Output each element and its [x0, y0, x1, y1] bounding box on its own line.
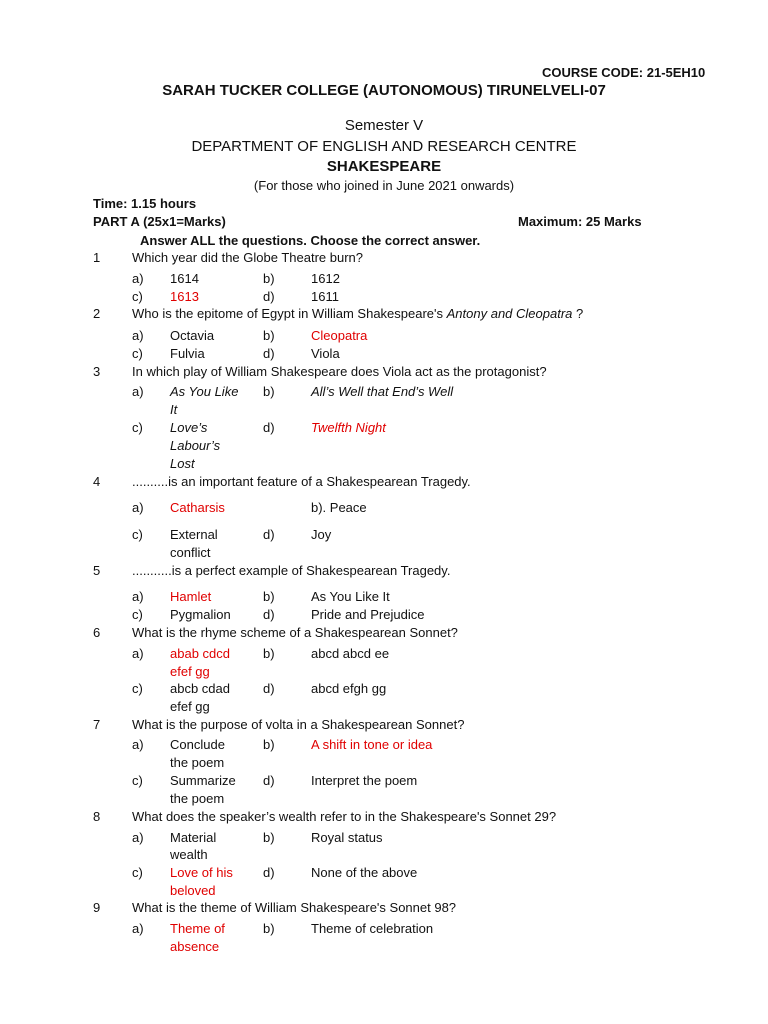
semester: Semester V [344, 117, 424, 134]
option-b-label: b) [263, 737, 275, 752]
option-c-line-1: Love’s [170, 420, 208, 435]
option-c-label: c) [132, 607, 143, 622]
option-a-correct-line-2: absence [170, 939, 220, 954]
option-c-line-1: abcb cdad [170, 681, 230, 696]
option-b: b). Peace [311, 500, 367, 515]
option-a-line-2: wealth [170, 847, 208, 862]
option-c: Pygmalion [170, 607, 231, 622]
option-b-label: b) [263, 589, 275, 604]
question-text-post: ? [572, 306, 584, 321]
college-name: SARAH TUCKER COLLEGE (AUTONOMOUS) TIRUNELVELI-07 [162, 82, 606, 99]
option-b: abcd abcd ee [311, 646, 390, 661]
option-c-label: c) [132, 527, 143, 542]
option-a-line-2: the poem [170, 755, 225, 770]
option-c-line-2: the poem [170, 791, 225, 806]
option-c-label: c) [132, 681, 143, 696]
course-code: COURSE CODE: 21-5EH10 [542, 65, 706, 80]
option-c-label: c) [132, 865, 143, 880]
option-c-label: c) [132, 346, 143, 361]
part-label: PART A (25x1=Marks) [93, 214, 226, 229]
option-d-label: d) [263, 289, 275, 304]
option-a-label: a) [132, 830, 144, 845]
question-text: What is the theme of William Shakespeare's Sonnet 98? [132, 900, 457, 915]
option-b-label: b) [263, 328, 275, 343]
question-text: ...........is a perfect example of Shakespearean Tragedy. [132, 563, 451, 578]
option-a-label: a) [132, 737, 144, 752]
option-c-correct-line-1: Love of his [170, 865, 233, 880]
option-a-label: a) [132, 589, 144, 604]
option-c-line-1: External [170, 527, 218, 542]
question-text: ..........is an important feature of a Shakespearean Tragedy. [132, 474, 471, 489]
subject-title: SHAKESPEARE [326, 158, 442, 175]
option-a-label: a) [132, 271, 144, 286]
exam-time: Time: 1.15 hours [93, 196, 197, 211]
department: DEPARTMENT OF ENGLISH AND RESEARCH CENTRE [191, 138, 577, 155]
option-d: Viola [311, 346, 340, 361]
option-a-label: a) [132, 500, 144, 515]
option-d-label: d) [263, 607, 275, 622]
question-number: 7 [93, 717, 101, 732]
option-a-correct: Catharsis [170, 500, 225, 515]
option-a-label: a) [132, 921, 144, 936]
question-text: What does the speaker’s wealth refer to in the Shakespeare's Sonnet 29? [132, 809, 557, 824]
option-b: 1612 [311, 271, 340, 286]
question-number: 6 [93, 625, 101, 640]
question-text-pre: Who is the epitome of Egypt in William Shakespeare's [132, 306, 447, 321]
option-d-label: d) [263, 527, 275, 542]
option-b-label: b) [263, 646, 275, 661]
option-d-correct: Twelfth Night [311, 420, 386, 435]
option-c-line-2: Labour’s [170, 438, 221, 453]
option-a-correct: Hamlet [170, 589, 212, 604]
option-b-label: b) [263, 271, 275, 286]
option-b-label: b) [263, 830, 275, 845]
instruction: Answer ALL the questions. Choose the correct answer. [140, 233, 481, 248]
option-c-line-1: Summarize [170, 773, 236, 788]
option-d-label: d) [263, 420, 275, 435]
option-b: All’s Well that End’s Well [311, 384, 454, 399]
option-c-label: c) [132, 773, 143, 788]
option-d: abcd efgh gg [311, 681, 387, 696]
option-c-line-2: efef gg [170, 699, 210, 714]
option-a: Octavia [170, 328, 215, 343]
option-d: None of the above [311, 865, 418, 880]
option-d-label: d) [263, 865, 275, 880]
option-d: Pride and Prejudice [311, 607, 425, 622]
eligibility-note: (For those who joined in June 2021 onwards) [253, 178, 515, 193]
option-a-correct-line-1: abab cdcd [170, 646, 230, 661]
question-number: 8 [93, 809, 101, 824]
option-b-correct: Cleopatra [311, 328, 368, 343]
option-a: 1614 [170, 271, 199, 286]
question-text: Which year did the Globe Theatre burn? [132, 250, 364, 265]
option-b-label: b) [263, 384, 275, 399]
option-d-label: d) [263, 681, 275, 696]
option-a-line-1: Material [170, 830, 217, 845]
option-c-correct-line-2: beloved [170, 883, 216, 898]
option-c: Fulvia [170, 346, 205, 361]
option-b: Theme of celebration [311, 921, 434, 936]
option-d: Joy [311, 527, 332, 542]
play-title: Antony and Cleopatra [446, 306, 573, 321]
question-text: What is the purpose of volta in a Shakespearean Sonnet? [132, 717, 465, 732]
option-d-label: d) [263, 346, 275, 361]
option-d-label: d) [263, 773, 275, 788]
option-b: Royal status [311, 830, 383, 845]
option-c-line-2: conflict [170, 545, 211, 560]
option-c-correct: 1613 [170, 289, 199, 304]
option-c-label: c) [132, 420, 143, 435]
question-number: 2 [93, 306, 101, 321]
option-a-label: a) [132, 328, 144, 343]
option-a-label: a) [132, 384, 144, 399]
question-number: 4 [93, 474, 101, 489]
option-c-line-3: Lost [170, 456, 195, 471]
maximum-marks: Maximum: 25 Marks [518, 214, 642, 229]
question-number: 3 [93, 364, 101, 379]
question-number: 1 [93, 250, 101, 265]
option-b-correct: A shift in tone or idea [311, 737, 433, 752]
question-number: 9 [93, 900, 101, 915]
option-a-correct-line-2: efef gg [170, 664, 210, 679]
option-d: 1611 [311, 289, 339, 304]
question-number: 5 [93, 563, 101, 578]
option-a-correct-line-1: Theme of [170, 921, 225, 936]
option-a-line-1: As You Like [170, 384, 239, 399]
option-c-label: c) [132, 289, 143, 304]
option-a-line-1: Conclude [170, 737, 225, 752]
option-b-label: b) [263, 921, 275, 936]
option-b: As You Like It [311, 589, 390, 604]
question-text: In which play of William Shakespeare does Viola act as the protagonist? [132, 364, 547, 379]
question-text: What is the rhyme scheme of a Shakespearean Sonnet? [132, 625, 458, 640]
option-a-label: a) [132, 646, 144, 661]
question-text [132, 305, 583, 322]
option-a-line-2: It [170, 402, 178, 417]
option-d: Interpret the poem [311, 773, 418, 788]
